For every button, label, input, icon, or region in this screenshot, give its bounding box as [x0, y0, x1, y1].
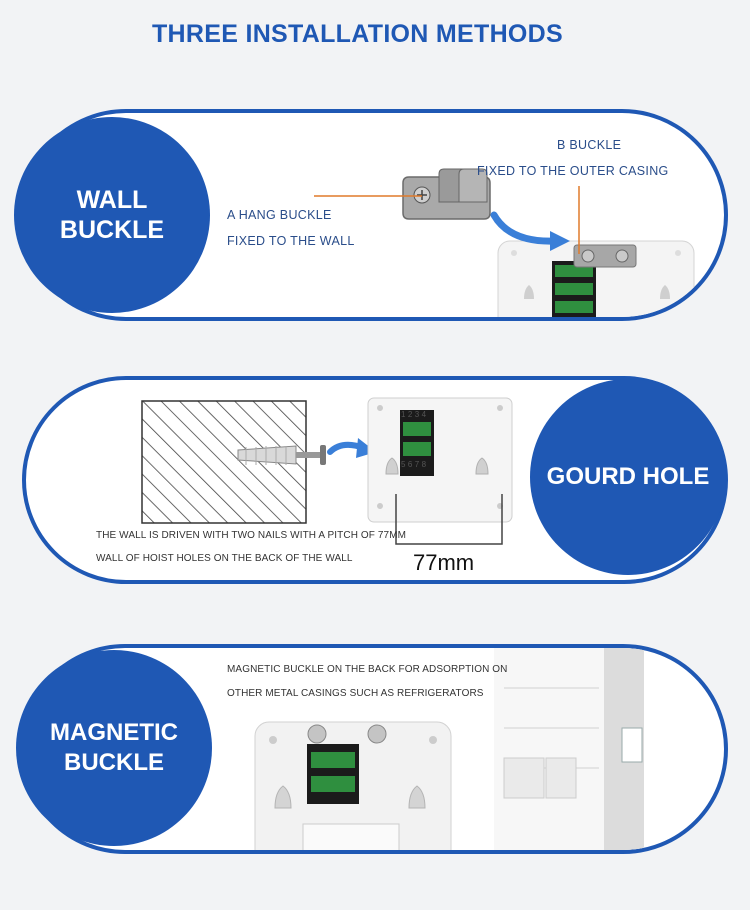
gourd-hole-badge: GOURD HOLE — [530, 379, 726, 575]
magnetic-caption-2: OTHER METAL CASINGS SUCH AS REFRIGERATORS — [227, 688, 484, 699]
a-buckle-label: A HANG BUCKLE — [227, 208, 332, 222]
b-buckle-label: B BUCKLE — [557, 138, 622, 152]
dimension-bracket — [394, 494, 506, 550]
install-arrow-icon — [490, 213, 570, 253]
caption-nail-pitch: THE WALL IS DRIVEN WITH TWO NAILS WITH A PITCH OF 77MM — [96, 530, 407, 541]
a-buckle-pointer — [314, 194, 424, 198]
caption-hoist-holes: WALL OF HOIST HOLES ON THE BACK OF THE WALL — [96, 553, 353, 564]
terminal-top-numbers: 1 2 3 4 — [401, 410, 427, 419]
dimension-label: 77mm — [413, 550, 475, 575]
magnetic-buckle-badge: MAGNETIC BUCKLE — [16, 650, 212, 846]
refrigerator-image — [494, 648, 654, 854]
b-buckle-desc: FIXED TO THE OUTER CASING — [477, 164, 669, 178]
b-buckle-pointer — [577, 186, 581, 256]
magnetic-caption-1: MAGNETIC BUCKLE ON THE BACK FOR ADSORPTION ON — [227, 664, 508, 675]
device-magnet-image — [253, 720, 453, 854]
wall-anchor-image — [236, 442, 336, 470]
wall-buckle-badge: WALL BUCKLE — [14, 117, 210, 313]
terminal-bottom-numbers: 5 6 7 8 — [401, 460, 427, 469]
device-top-image — [496, 241, 696, 321]
a-buckle-desc: FIXED TO THE WALL — [227, 234, 355, 248]
page-title: THREE INSTALLATION METHODS — [151, 20, 564, 48]
